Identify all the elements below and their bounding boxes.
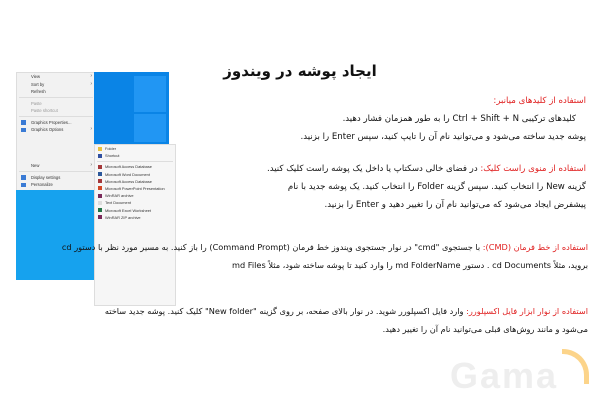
menu-item-icon — [98, 194, 102, 198]
start-tile — [134, 76, 166, 112]
menu-item-icon — [21, 183, 26, 188]
menu-item[interactable] — [95, 152, 175, 159]
menu-item-label: Paste — [31, 100, 42, 106]
menu-item-label: Display settings — [31, 174, 61, 180]
section-line: پیشفرض ایجاد می‌شود که می‌توانید نام آن را تغییر دهید و Enter را بزنید. — [324, 200, 586, 210]
menu-item-label: Microsoft Excel Worksheet — [105, 207, 151, 213]
menu-item-icon — [98, 172, 102, 176]
menu-item-icon — [98, 147, 102, 151]
menu-item-label: Microsoft PowerPoint Presentation — [105, 185, 165, 191]
menu-item[interactable] — [17, 119, 95, 127]
menu-item-label: Graphics Properties... — [31, 119, 72, 125]
section-line: بروید، مثلاً cd Documents . دستور md FolderName را وارد کنید تا پوشه ساخته شود، مثلاً md Files — [231, 260, 588, 270]
menu-item[interactable] — [95, 145, 175, 152]
logo-text: Gama — [450, 355, 559, 396]
menu-item[interactable] — [95, 185, 175, 192]
menu-item[interactable] — [95, 192, 175, 199]
section-line: می‌شود و مانند روش‌های قبلی می‌توانید نام آن را تغییر دهید. — [382, 324, 588, 334]
menu-item-label: Microsoft Access Database — [105, 164, 152, 170]
menu-separator — [19, 171, 93, 172]
menu-item-icon — [98, 186, 102, 190]
menu-separator — [19, 97, 93, 98]
menu-item-label: New — [31, 163, 40, 168]
section-line: گزینه New را انتخاب کنید. سپس گزینه Folder را انتخاب کنید. یک پوشه جدید با نام — [287, 182, 586, 192]
menu-item-label: View — [31, 74, 41, 79]
menu-item-icon — [21, 120, 26, 125]
chevron-right-icon: › — [90, 126, 92, 132]
menu-item-label: Graphics Options — [31, 127, 64, 132]
menu-item-icon — [98, 179, 102, 183]
section-line: با جستجوی "cmd" در نوار جستجوی ویندوز خط فرمان (Command Prompt) را باز کنید. به مسیر مورد نظر با دستور cd — [61, 242, 481, 252]
menu-item[interactable] — [17, 100, 95, 108]
section-explorer — [105, 302, 588, 338]
menu-item[interactable] — [17, 181, 95, 189]
menu-item[interactable] — [17, 162, 95, 170]
section-heading: استفاده از خط فرمان (CMD): — [482, 242, 588, 252]
menu-item-icon — [21, 128, 26, 133]
section-heading: استفاده از کلیدهای میانبر: — [493, 96, 586, 106]
menu-item-icon — [98, 154, 102, 158]
menu-item-icon — [98, 215, 102, 219]
section-line: کلیدهای ترکیبی Ctrl + Shift + N را به طور همزمان فشار دهید. — [342, 114, 576, 124]
menu-item-label: Refresh — [31, 89, 46, 94]
menu-item-icon — [21, 175, 26, 180]
section-line: وارد فایل اکسپلورر شوید. در نوار بالای صفحه، بر روی گزینه "New folder" کلیک کنید. پوشه جدید ساخته — [104, 306, 464, 316]
new-submenu — [94, 144, 176, 306]
section-cmd — [62, 238, 588, 274]
menu-item-label: Personalize — [31, 182, 53, 187]
menu-item-label: Folder — [105, 146, 117, 151]
menu-item-label: Microsoft Word Document — [105, 171, 150, 177]
section-line: پوشه جدید ساخته می‌شود و می‌توانید نام آن را تایپ کنید، سپس Enter را بزنید. — [300, 132, 586, 142]
menu-item-label: Text Document — [105, 200, 131, 206]
menu-item[interactable] — [17, 107, 95, 115]
menu-item[interactable] — [17, 174, 95, 182]
menu-item-label: Shortcut — [105, 153, 120, 159]
menu-item-label: Sort by — [31, 81, 45, 87]
windows-context-menu-screenshot — [16, 72, 165, 232]
menu-item[interactable] — [95, 178, 175, 185]
menu-item-icon — [98, 165, 102, 169]
menu-item[interactable] — [17, 81, 95, 89]
desktop-background — [94, 72, 169, 144]
logo-arc-icon — [562, 349, 589, 384]
menu-separator — [97, 161, 173, 162]
menu-item-icon — [98, 208, 102, 212]
menu-item-label: WinRAR ZIP archive — [105, 214, 141, 220]
chevron-right-icon: › — [90, 80, 92, 87]
chevron-right-icon: › — [90, 73, 92, 79]
page-title: ایجاد پوشه در ویندوز — [223, 62, 377, 80]
menu-item[interactable] — [95, 214, 175, 221]
menu-item[interactable] — [95, 207, 175, 214]
menu-item-label: Paste shortcut — [31, 108, 58, 113]
menu-item-label: Microsoft Access Database — [105, 178, 152, 184]
gama-logo — [450, 355, 580, 395]
menu-item[interactable] — [95, 199, 175, 206]
menu-item[interactable] — [17, 88, 95, 96]
chevron-right-icon: › — [90, 162, 92, 168]
section-heading: استفاده از منوی راست کلیک: — [480, 164, 586, 174]
menu-item[interactable] — [17, 73, 95, 81]
section-right-click — [267, 160, 586, 214]
desktop-context-menu — [16, 72, 96, 164]
desktop-context-menu-bottom — [16, 162, 96, 193]
menu-item[interactable] — [95, 163, 175, 170]
menu-separator — [19, 116, 93, 117]
menu-item[interactable] — [95, 171, 175, 178]
section-line: در فضای خالی دسکتاپ یا داخل یک پوشه راست کلیک کنید. — [266, 164, 478, 174]
menu-item-icon — [98, 201, 102, 205]
menu-item[interactable] — [17, 126, 95, 134]
start-tile — [134, 114, 166, 142]
menu-item-label: WinRAR archive — [105, 193, 134, 199]
section-shortcut — [300, 92, 586, 146]
section-heading: استفاده از نوار ابزار فایل اکسپلورر: — [466, 306, 588, 316]
